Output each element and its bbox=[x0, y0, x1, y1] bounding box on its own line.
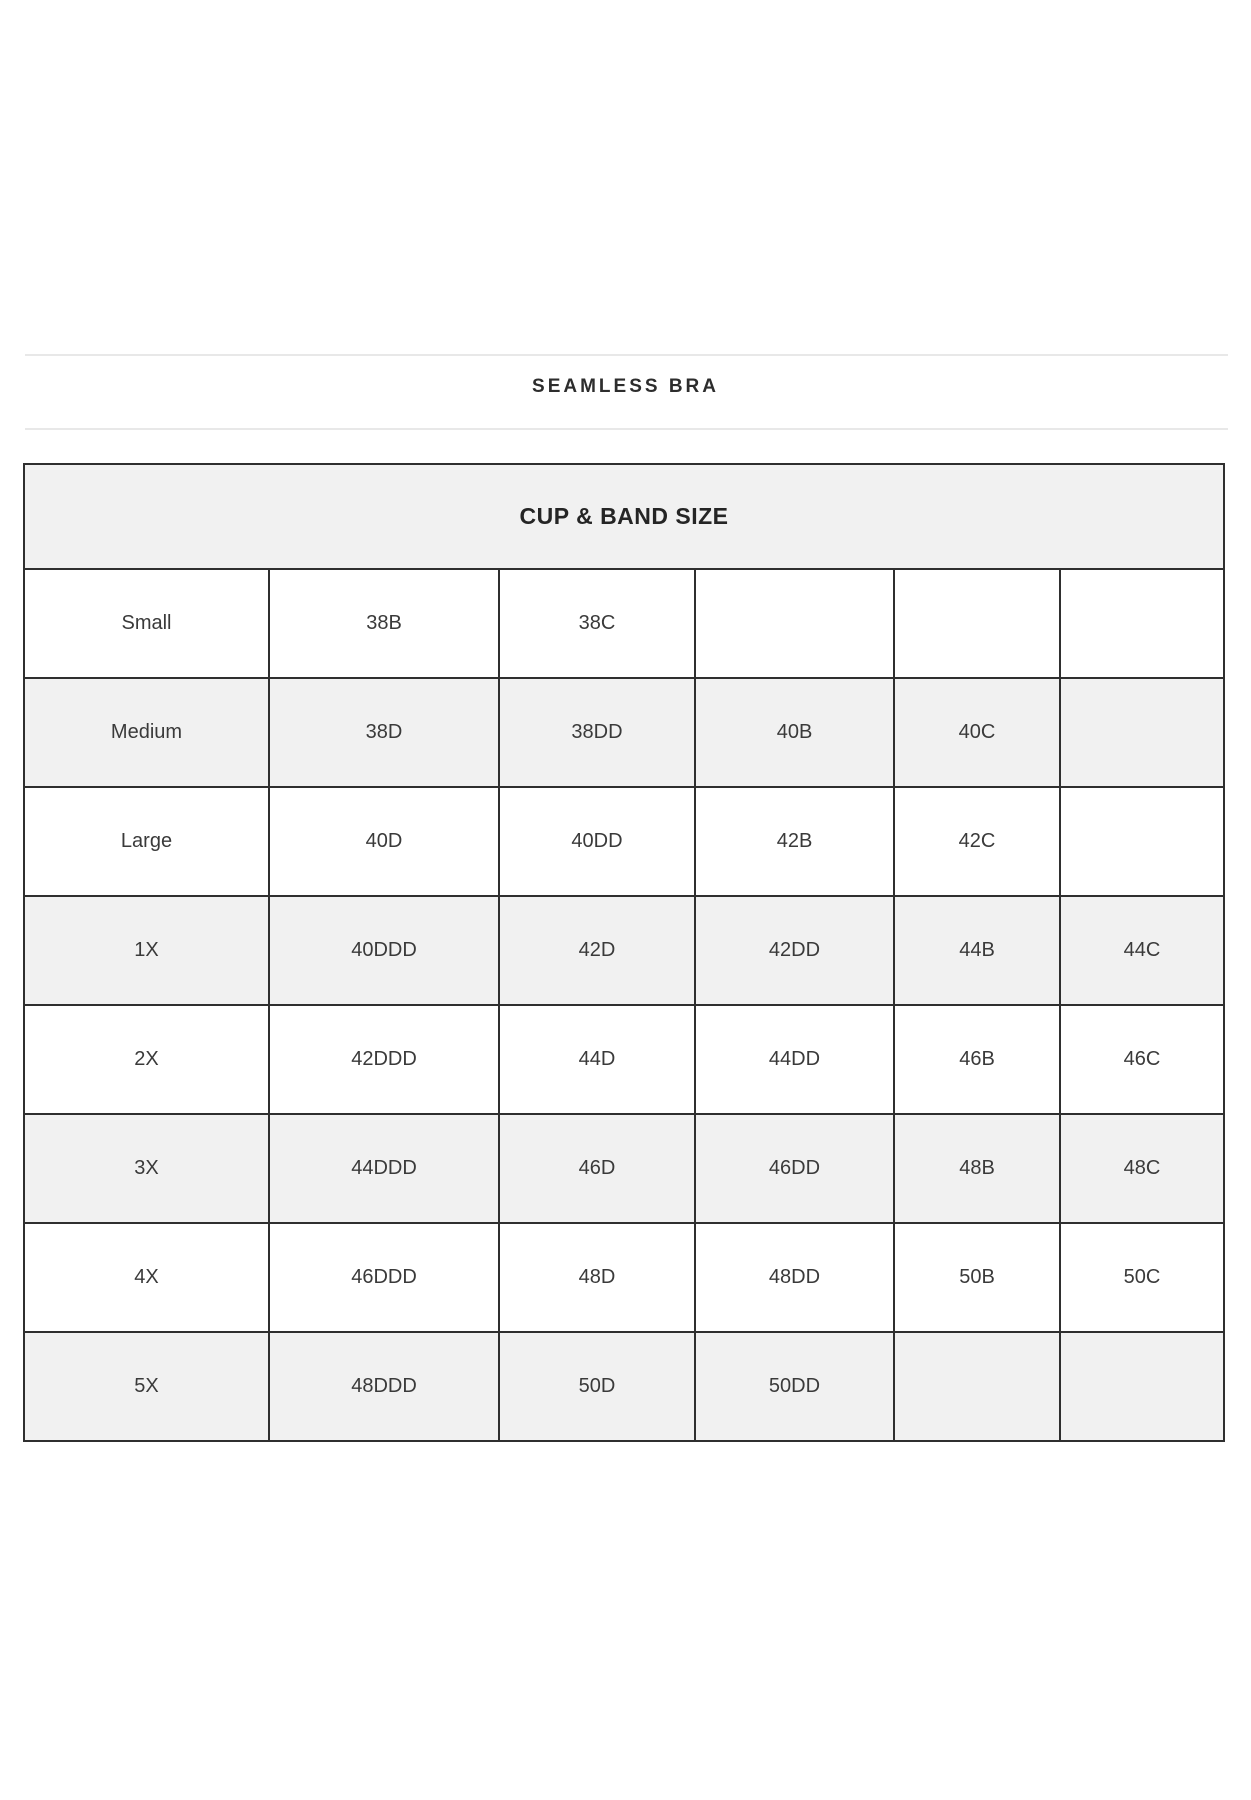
size-cell: 44DDD bbox=[269, 1114, 499, 1223]
size-cell: 40C bbox=[894, 678, 1060, 787]
size-cell: 38B bbox=[269, 569, 499, 678]
size-cell bbox=[894, 569, 1060, 678]
size-cell: 40DDD bbox=[269, 896, 499, 1005]
table-row-medium bbox=[24, 678, 1224, 787]
size-cell: 50DD bbox=[695, 1332, 894, 1441]
size-cell: 50D bbox=[499, 1332, 695, 1441]
table-row-large bbox=[24, 787, 1224, 896]
size-cell: 48DD bbox=[695, 1223, 894, 1332]
size-cell: 46DD bbox=[695, 1114, 894, 1223]
size-cell: 40B bbox=[695, 678, 894, 787]
row-label-cell: 4X bbox=[24, 1223, 269, 1332]
size-cell: 50B bbox=[894, 1223, 1060, 1332]
size-cell bbox=[1060, 1332, 1224, 1441]
size-cell: 48B bbox=[894, 1114, 1060, 1223]
table-row-3x bbox=[24, 1114, 1224, 1223]
size-cell bbox=[1060, 569, 1224, 678]
size-cell: 44D bbox=[499, 1005, 695, 1114]
table-row-5x bbox=[24, 1332, 1224, 1441]
divider-line-bottom bbox=[25, 428, 1228, 430]
size-cell: 38D bbox=[269, 678, 499, 787]
table-row-small bbox=[24, 569, 1224, 678]
row-label-cell: 5X bbox=[24, 1332, 269, 1441]
size-cell: 46DDD bbox=[269, 1223, 499, 1332]
size-cell: 42DD bbox=[695, 896, 894, 1005]
size-cell bbox=[894, 1332, 1060, 1441]
row-label-cell: Small bbox=[24, 569, 269, 678]
size-cell: 50C bbox=[1060, 1223, 1224, 1332]
size-cell: 46C bbox=[1060, 1005, 1224, 1114]
row-label-cell: Large bbox=[24, 787, 269, 896]
divider-line-top bbox=[25, 354, 1228, 356]
size-cell bbox=[1060, 678, 1224, 787]
size-cell: 42B bbox=[695, 787, 894, 896]
row-label-cell: 1X bbox=[24, 896, 269, 1005]
size-cell: 48DDD bbox=[269, 1332, 499, 1441]
size-chart-table bbox=[23, 463, 1225, 1442]
size-cell: 46D bbox=[499, 1114, 695, 1223]
size-cell: 40DD bbox=[499, 787, 695, 896]
row-label-cell: 2X bbox=[24, 1005, 269, 1114]
size-cell: 38DD bbox=[499, 678, 695, 787]
size-cell bbox=[695, 569, 894, 678]
table-row-2x bbox=[24, 1005, 1224, 1114]
size-cell: 42C bbox=[894, 787, 1060, 896]
size-cell: 44DD bbox=[695, 1005, 894, 1114]
size-cell: 44C bbox=[1060, 896, 1224, 1005]
size-cell: 46B bbox=[894, 1005, 1060, 1114]
size-cell: 48C bbox=[1060, 1114, 1224, 1223]
size-cell: 40D bbox=[269, 787, 499, 896]
size-cell bbox=[1060, 787, 1224, 896]
table-header-cell: CUP & BAND SIZE bbox=[24, 464, 1224, 569]
size-cell: 48D bbox=[499, 1223, 695, 1332]
row-label-cell: 3X bbox=[24, 1114, 269, 1223]
page-title: SEAMLESS BRA bbox=[532, 376, 719, 397]
row-label-cell: Medium bbox=[24, 678, 269, 787]
size-cell: 44B bbox=[894, 896, 1060, 1005]
table-header-row bbox=[24, 464, 1224, 569]
size-cell: 42D bbox=[499, 896, 695, 1005]
table-row-1x bbox=[24, 896, 1224, 1005]
table-row-4x bbox=[24, 1223, 1224, 1332]
size-cell: 42DDD bbox=[269, 1005, 499, 1114]
size-cell: 38C bbox=[499, 569, 695, 678]
